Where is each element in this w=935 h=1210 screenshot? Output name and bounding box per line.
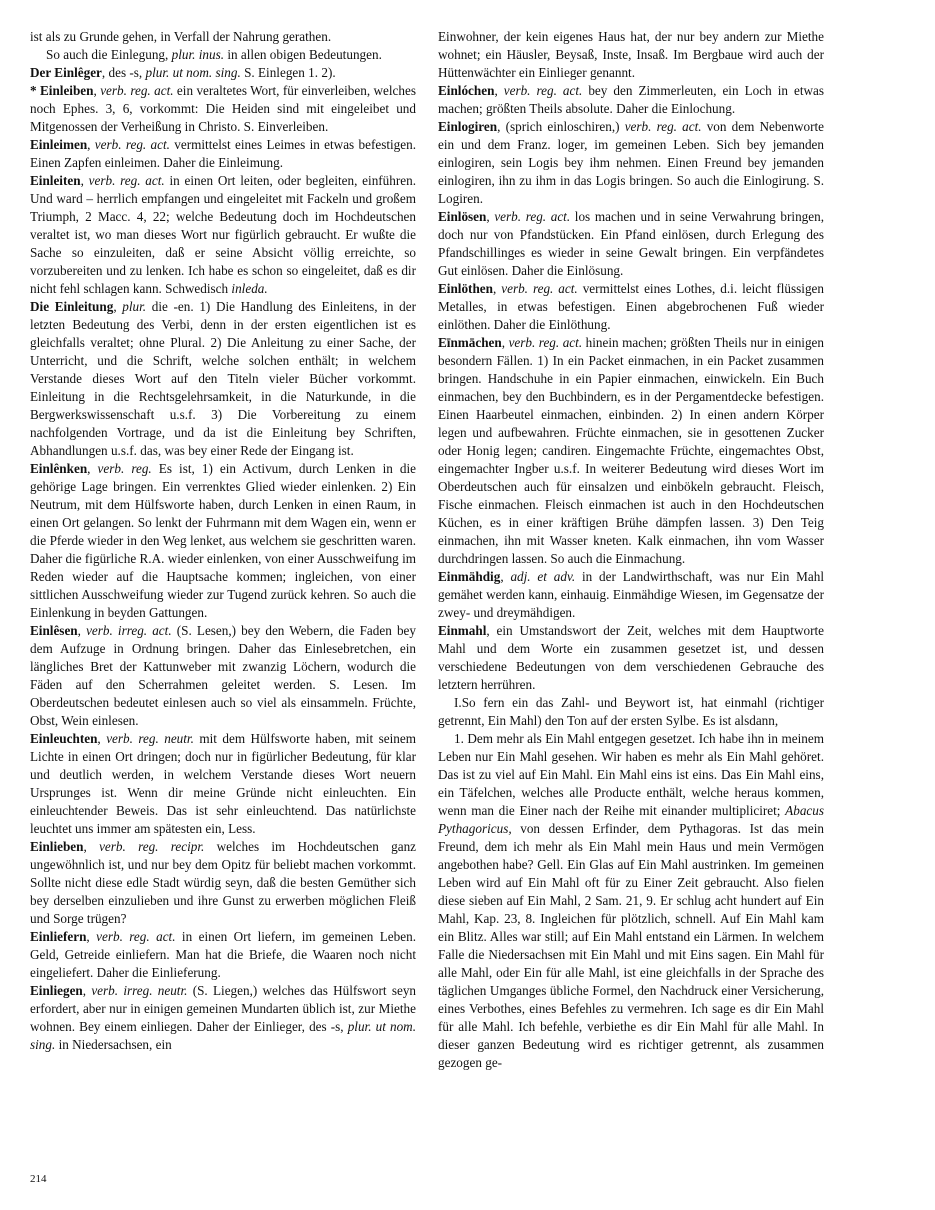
entry-headword: Einliegen: [30, 983, 83, 998]
entry-text: von dessen Erfinder, dem Pythagoras. Ist das mein Freund, dem ich mehr als Ein Mahl mein Haus und mein Vermögen angebothen habe? Gell. Ein Glas auf Ein Mahl austrinken. Im gemeinen Leben wird auf Ein Mahl oft für zu Einer Zeit gebraucht. Also fielen diese sieben auf Ein Mahl, 2 Sam. 21, 9. Er schlug acht hundert auf Ein Mahl, Kap. 23, 8. Ingleichen für plötzlich, schnell. Auf Ein Mahl kam ein Blitz. Alles war still; auf Ein Mahl entstand ein Lärmen. In welchem Falle die Niedersachsen mit Ein Mahl und mit Eins sagen. Ein Mahl für alle Mahl, oder Ein für alle Mahl, ist eine gleichfalls in der Sprache des täglichen Umganges übliche Formel, den Nachdruck einer Versicherung, eines Verbothes, eines Befehles zu vermehren. Ich sage es dir Ein Mahl für alle Mahl. Ich befehle, verbiethe es dir Ein Mahl für alle Mahl. In dieser ganzen Bedeutung wird es richtiger getrennt, als zusammen gezogen ge-: [438, 821, 824, 1070]
entry-headword: Einliefern: [30, 929, 87, 944]
entry-text: Es ist, 1) ein Activum, durch Lenken in die gehörige Lage bringen. Ein verrenktes Glied wieder einlenken. 2) Ein Neutrum, mit dem Hülfsworte haben, durch Lenken in einen Raum, in einen Ort gelangen. So lenkt der Fuhrmann mit dem Wagen ein, wenn er die Pferde wieder in den Weg lenket, aus welchem sie geschritten waren. Daher die figürliche R.A. wieder einlenken, von einer Ausschweifung im Reden wieder auf die Hauptsache kommen; ingleichen, von einer sittlichen Ausschweifung wieder zur Tugend zurück kehren. So auch die Einlenkung in beyden Gattungen.: [30, 461, 417, 620]
entry-text: in Niedersachsen, ein: [55, 1037, 172, 1052]
entry-headword: Einleuchten: [30, 731, 98, 746]
dictionary-entry-einmachen: [438, 334, 824, 568]
grammar-label: verb. reg. act.: [88, 173, 165, 188]
dictionary-entry-einleiten: [30, 172, 416, 298]
grammar-label: verb. irreg. neutr.: [91, 983, 188, 998]
entry-text: ,: [83, 839, 100, 854]
entry-text: in einen Ort liefern, im gemeinen Leben. Geld, Getreide einliefern. Man hat die Briefe, die Waaren noch nicht eingeliefert. Daher die Einlieferung.: [30, 929, 416, 980]
entry-text: ,: [113, 299, 123, 314]
dictionary-entry-einmahl-1: [438, 694, 824, 730]
grammar-label: verb. reg. act.: [94, 137, 170, 152]
entry-text: in der Landwirthschaft, was nur Ein Mahl gemähet werden kann, einhauig. Einmähdige Wiesen, im Gegensatze der zwey- und dreymähdigen.: [438, 569, 824, 620]
dictionary-entry-einliefern: [30, 928, 416, 982]
entry-text: (S. Liegen,) welches das Hülfswort seyn erfordert, aber nur in einigen gemeinen Mundarten üblich ist, zur Miethe wohnen. Bey einem einliegen. Daher der Einlieger, des -s,: [30, 983, 417, 1034]
grammar-label: verb. reg. neutr.: [106, 731, 194, 746]
entry-text: bey den Zimmerleuten, ein Loch in etwas machen; größten Theils absolute. Daher die Einlochung.: [438, 83, 824, 116]
entry-text: ,: [82, 983, 92, 998]
entry-text: mit dem Hülfsworte haben, mit seinem Lichte in einen Ort dringen; doch nur in figürlicher Bedeutung, für klar und deutlich werden, in welchem Verstande dieses Wort neuern Ursprunges ist. Wenn dir meine Gründe nicht einleuchten. Ein einleuchtender Beweis. Das ist sehr einleuchtend. Das natürlichste leuchtet uns immer am spätesten ein, Less.: [30, 731, 416, 836]
entry-text: I.So fern ein das Zahl- und Beywort ist, hat einmahl (richtiger getrennt, Ein Mahl) den Ton auf der ersten Sylbe. Es ist alsdann,: [438, 695, 824, 728]
entry-headword: Einlöthen: [438, 281, 493, 296]
entry-text: , ein Umstandswort der Zeit, welches mit dem Hauptworte Mahl und dem Worte ein zusammen gesetzet ist, und dessen verschiedene Bedeutungen von dem verschiedenen Gebrauche des letztern herrühren.: [438, 623, 824, 692]
dictionary-entry-einmahdig: [438, 568, 824, 622]
entry-text: ,: [501, 335, 509, 350]
entry-text: S. Einlegen 1. 2).: [240, 65, 336, 80]
entry-text: vermittelst eines Leimes in etwas befestigen. Einen Zapfen einleimen. Daher die Einleimung.: [30, 137, 417, 170]
entry-text: die -en. 1) Die Handlung des Einleitens, in der letzten Bedeutung des Verbi, denn in der ersten eigentlichen ist es gleichfalls veraltet; ohne Plural. 2) Die Anleitung zu einer Sache, der Unterricht, und die Schrift, welche solchen enthält; in welchem Verstande dieses Wort auf den Titeln vieler Bücher vorkommt. Einleitung in die Rechtsgelehrsamkeit, in die Naturkunde, in die Bergwerkswissenschaft u.s.f. 3) Die Vorbereitung zu einem nachfolgenden Vortrage, und da ist die Einleitung bey Schriften, Abhandlungen u.s.f. das, was bey einer Rede der Eingang ist.: [30, 299, 416, 458]
entry-text: los machen und in seine Verwahrung bringen, doch nur von Pfandstücken. Ein Pfand einlösen, durch Erlegung des Pfandschillinges es wieder in seine Gewalt bringen. Ein verpfändetes Gut einlösen. Daher die Einlösung.: [438, 209, 825, 278]
entry-text: ,: [80, 173, 89, 188]
entry-headword: Die Einleitung: [30, 299, 114, 314]
entry-text: , (sprich einloschiren,): [497, 119, 625, 134]
entry-text: ,: [486, 209, 495, 224]
dictionary-entry-cont-einlegen-2: [30, 46, 416, 64]
grammar-label: plur. inus.: [171, 47, 225, 62]
dictionary-entry-einlesen: [30, 622, 416, 730]
entry-text: ,: [87, 137, 95, 152]
dictionary-entry-einleger: [30, 64, 416, 82]
grammar-label: inleda.: [231, 281, 268, 296]
entry-headword: Einmahl: [438, 623, 487, 638]
grammar-label: adj. et adv.: [510, 569, 576, 584]
entry-text: ein veraltetes Wort, für einverleiben, welches noch Ephes. 3, 6, vorkommt: Die Heiden sind mit eingeleibet und Mitgenossen der Verheißung in Christo. S. Einverleiben.: [30, 83, 416, 134]
entry-headword: Einleimen: [30, 137, 88, 152]
entry-text: ,: [494, 83, 504, 98]
dictionary-entry-einlogiren: [438, 118, 824, 208]
entry-headword: Einlieben: [30, 839, 84, 854]
page-number: 214: [30, 1173, 47, 1185]
entry-text: ,: [93, 83, 101, 98]
entry-text: ,: [86, 929, 97, 944]
grammar-label: plur. ut nom. sing.: [30, 1019, 416, 1052]
entry-text: Einwohner, der kein eigenes Haus hat, der nur bey andern zur Miethe wohnet; ein Häusler, Beysaß, Inste, Insaß. Im Bergbaue wird auch der Hüttenwächter ein Einlieger genannt.: [438, 29, 824, 80]
entry-headword: Einlóchen: [438, 83, 495, 98]
grammar-label: plur. ut nom. sing.: [145, 65, 241, 80]
grammar-label: Abacus Pythagoricus,: [438, 803, 824, 836]
dictionary-entry-cont-einlegen-1: [30, 28, 416, 46]
entry-text: in einen Ort leiten, oder begleiten, einführen. Und ward – herrlich empfangen und eingeleitet mit Fackeln und großem Triumph, 2 Macc. 4, 22; welche Bedeutung doch im Hochdeutschen veraltet ist, wo man dieses Wort nur figürlich gebraucht. Er wußte die Sache so einzuleiten, daß er seine Absicht völlig erreichte, so vorzubereiten und zu lenken. Ich habe es schon so eingeleitet, daß es dir nicht fehl schlagen kann. Schwedisch: [30, 173, 417, 296]
dictionary-entry-einlenken: [30, 460, 416, 622]
entry-text: welches im Hochdeutschen ganz ungewöhnlich ist, und nur bey dem Opitz für beliebt machen vorkommt. Sollte nicht diese edle Stadt würdig seyn, daß die besten Gemüther sich bey derselben einzulieben und ihre Gunst zu erwerben möglichen Fleiß und Sorge trügen?: [30, 839, 417, 926]
entry-text: ,: [87, 461, 98, 476]
dictionary-entry-einleuchten: [30, 730, 416, 838]
dictionary-entry-einliegen: [30, 982, 416, 1054]
dictionary-entry-einmahl: [438, 622, 824, 694]
entry-text: ,: [77, 623, 87, 638]
grammar-label: verb. reg. recipr.: [99, 839, 205, 854]
entry-headword: Einlênken: [30, 461, 88, 476]
entry-headword: Einlösen: [438, 209, 487, 224]
entry-text: ist als zu Grunde gehen, in Verfall der Nahrung gerathen.: [30, 29, 332, 44]
entry-headword: * Einleiben: [30, 83, 94, 98]
entry-headword: Einlogiren: [438, 119, 498, 134]
grammar-label: verb. reg. act.: [508, 335, 583, 350]
entry-text: , des -s,: [101, 65, 146, 80]
left-column: [30, 28, 416, 1054]
entry-text: hinein machen; größten Theils nur in einigen besondern Fällen. 1) In ein Packet einmachen, in ein Packet zusammen bringen. Handschuhe in ein Papier einmachen, einwickeln. Ein Buch einmachen, bey den Buchbindern, es in der Pergamentdecke befestigen. Einen Haarbeutel einmachen, einbinden. 2) In einen andern Körper legen und aufbewahren. Früchte einmachen, sie in gesottenen Zucker oder Honig legen; candiren. Eingemachte Früchte, eingemachtes Obst, eingemachter Ingber u.s.f. In weiterer Bedeutung wird dieses Wort im Oberdeutschen auch für einsalzen und einbökeln gebraucht. Fleisch, Fische einmachen. Fleisch einmachen ist auch in den Hochdeutschen Küchen, es in einer kräftigen Brühe dämpfen lassen. 3) Den Teig einmachen, ihn mit Wasser kneten. Kalk einmachen, ihn vom Wasser durchdringen lassen. So auch die Einmachung.: [438, 335, 825, 566]
grammar-label: verb. reg. act.: [100, 83, 174, 98]
grammar-label: verb. reg. act.: [96, 929, 176, 944]
entry-text: vermittelst eines Lothes, d.i. leicht flüssigen Metalles, in etwas befestigen. Einen abgebrochenen Fuß wieder einlöthen. Daher die Einlöthung.: [438, 281, 824, 332]
entry-headword: Einleiten: [30, 173, 81, 188]
grammar-label: verb. reg. act.: [501, 281, 578, 296]
dictionary-entry-einleitung: [30, 298, 416, 460]
dictionary-entry-einleimen: [30, 136, 416, 172]
grammar-label: verb. irreg. act.: [86, 623, 172, 638]
entry-text: ,: [492, 281, 502, 296]
entry-text: ,: [97, 731, 107, 746]
dictionary-entry-einlosen: [438, 208, 824, 280]
dictionary-entry-einlieben: [30, 838, 416, 928]
entry-headword: Einmähdig: [438, 569, 501, 584]
entry-headword: Einlêsen: [30, 623, 78, 638]
dictionary-entry-einlothen: [438, 280, 824, 334]
dictionary-entry-einlochen: [438, 82, 824, 118]
dictionary-entry-einmahl-1-1: [438, 730, 824, 1072]
entry-headword: Der Einlêger: [30, 65, 102, 80]
entry-headword: Eīnmāchen: [438, 335, 502, 350]
grammar-label: verb. reg. act.: [494, 209, 571, 224]
entry-text: (S. Lesen,) bey den Webern, die Faden bey dem Aufzuge in Ordnung bringen. Daher das Einlesebretchen, ein längliches Bret der Kattunweber mit zwanzig Löchern, wodurch die Fäden auf den Scherrahmen geleitet werden. S. Lesen. Im Oberdeutschen bedeutet einlesen auch so viel als einsammeln. Früchte, Obst, Wein einlesen.: [30, 623, 416, 728]
dictionary-entry-einleiben: [30, 82, 416, 136]
right-column: [438, 28, 824, 1072]
grammar-label: verb. reg. act.: [624, 119, 702, 134]
entry-text: in allen obigen Bedeutungen.: [224, 47, 382, 62]
grammar-label: plur.: [122, 299, 147, 314]
entry-text: So auch die Einlegung,: [46, 47, 172, 62]
entry-text: 1. Dem mehr als Ein Mahl entgegen gesetzet. Ich habe ihn in meinem Leben nur Ein Mahl gesehen. Wir haben es mehr als Ein Mahl gehöret. Das ist zu viel auf Ein Mahl. Ein Mahl eins ist eins. Das Ein Mahl eins, ein Täfelchen, welches alle Producte enthält, welche heraus kommen, wenn man die Einer nach der Reihe mit einander multipliciret;: [438, 731, 824, 818]
grammar-label: verb. reg.: [97, 461, 152, 476]
entry-text: von dem Nebenworte ein und dem Franz. loger, im gemeinen Leben. Sich bey jemanden einlogiren, sein Logis bey ihm nehmen. Einen Freund bey jemanden einlogiren, ihn zu ihm in das Logis bringen. So auch die Einlogirung. S. Logiren.: [438, 119, 824, 206]
dictionary-entry-cont-einliegen: [438, 28, 824, 82]
entry-text: ,: [500, 569, 511, 584]
grammar-label: verb. reg. act.: [503, 83, 583, 98]
